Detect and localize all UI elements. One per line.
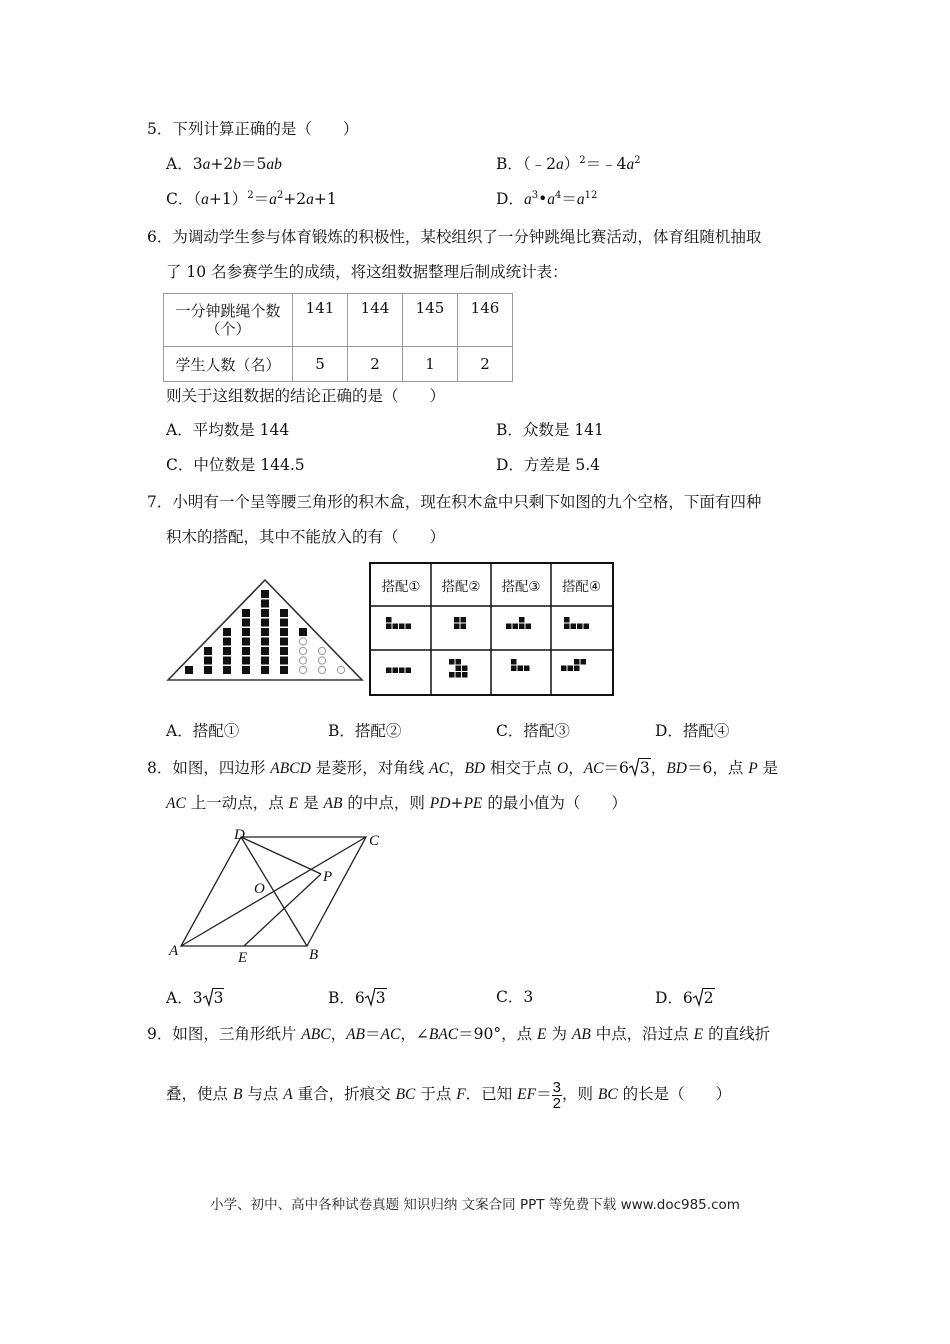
piece-cell — [519, 624, 525, 630]
piece-cell — [449, 672, 455, 678]
piece-cell — [456, 672, 462, 678]
block-cell — [299, 628, 307, 636]
q8-stem-line1: 8．如图，四边形 ABCD 是菱形，对角线 AC，BD 相交于点 O，AC＝6 3，BD＝6，点 P 是 — [147, 759, 779, 777]
block-cell — [204, 647, 212, 655]
piece-cell — [511, 659, 517, 665]
block-cell — [223, 638, 231, 646]
q8-option-a: A．3 3 — [166, 989, 224, 1007]
q9-stem-line2: 叠，使点 B 与点 A 重合，折痕交 BC 于点 F．已知 EF＝ $\frac{3}{2}$ ，则 BC 的长是（ ） — [166, 1078, 732, 1112]
q5-option-d: D．$a^3•a^4=a^{12}$ — [496, 190, 598, 208]
piece-cell — [581, 659, 587, 665]
piece-cell — [393, 668, 399, 674]
block-cell — [261, 590, 269, 598]
block-grid — [185, 590, 345, 674]
block-cell — [242, 609, 250, 617]
table-cell: 1 — [403, 347, 458, 382]
match-header-4: 搭配④ — [561, 579, 602, 595]
piece-cell — [518, 666, 524, 672]
q6-option-b: B．众数是 141 — [496, 421, 604, 439]
block-cell — [242, 619, 250, 627]
table-header-cell: 学生人数（名） — [164, 347, 293, 382]
q6-option-d: D．方差是 5.4 — [496, 456, 601, 474]
piece-cell — [454, 624, 460, 630]
q6-stem-line2: 了 10 名参赛学生的成绩，将这组数据整理后制成统计表： — [166, 263, 568, 281]
block-cell — [242, 657, 250, 665]
block-cell — [261, 638, 269, 646]
block-cell — [280, 609, 288, 617]
q8-option-c: C．3 — [496, 988, 534, 1006]
block-box-figure — [166, 575, 366, 685]
q5-option-a: A．3a+2b＝5ab — [166, 155, 282, 173]
label-a: A — [169, 943, 179, 959]
piece-cell — [386, 624, 392, 630]
q6-ask: 则关于这组数据的结论正确的是（ ） — [166, 387, 446, 405]
empty-slot — [299, 666, 306, 673]
piece-cell — [449, 659, 455, 665]
block-cell — [242, 628, 250, 636]
piece-cell — [513, 624, 519, 630]
piece-cell — [456, 659, 462, 665]
q6-stem-line1: 6．为调动学生参与体育锻炼的积极性，某校组织了一分钟跳绳比赛活动，体育组随机抽取 — [147, 228, 762, 246]
piece-cell — [462, 672, 468, 678]
empty-slot — [299, 647, 306, 654]
table-cell: 144 — [348, 294, 403, 347]
piece-cell — [526, 624, 532, 630]
table-row — [164, 294, 513, 347]
piece-cell — [461, 617, 467, 623]
block-cell — [223, 666, 231, 674]
q7-option-a: A．搭配① — [166, 722, 240, 740]
block-cell — [261, 647, 269, 655]
block-cell — [204, 657, 212, 665]
block-cell — [242, 666, 250, 674]
piece-cell — [461, 624, 467, 630]
q7-option-d: D．搭配④ — [655, 722, 730, 740]
piece-cell — [577, 624, 583, 630]
block-cell — [185, 666, 193, 674]
piece-cell — [454, 617, 460, 623]
table-cell: 2 — [348, 347, 403, 382]
empty-slot — [318, 647, 325, 654]
q8-stem-line2: AC 上一动点，点 E 是 AB 的中点，则 PD+PE 的最小值为（ ） — [166, 794, 627, 812]
piece-cell — [584, 624, 590, 630]
empty-slot — [337, 666, 344, 673]
table-cell: 5 — [293, 347, 348, 382]
piece-cell — [399, 668, 405, 674]
sqrt-symbol: 3 — [629, 757, 651, 778]
block-cell — [280, 638, 288, 646]
block-cell — [280, 628, 288, 636]
block-cell — [280, 619, 288, 627]
q8-option-d: D．6 2 — [655, 989, 714, 1007]
q6-option-a: A．平均数是 144 — [166, 421, 290, 439]
table-cell: 145 — [403, 294, 458, 347]
jump-rope-table — [163, 293, 513, 382]
q7-stem-line1: 7．小明有一个呈等腰三角形的积木盒，现在积木盒中只剩下如图的九个空格，下面有四种 — [147, 493, 762, 511]
segment-pd — [241, 837, 321, 874]
piece-cell — [574, 659, 580, 665]
piece-cell — [571, 624, 577, 630]
piece-cell — [456, 666, 462, 672]
empty-slot — [299, 638, 306, 645]
label-o: O — [254, 881, 265, 897]
table-cell: 146 — [458, 294, 513, 347]
block-cell — [280, 657, 288, 665]
table-header-cell: 一分钟跳绳个数（个） — [164, 294, 293, 347]
q8-option-b: B．6 3 — [328, 989, 386, 1007]
q7-option-c: C．搭配③ — [496, 722, 570, 740]
empty-slot — [318, 657, 325, 664]
block-cell — [204, 666, 212, 674]
match-header-2: 搭配② — [441, 579, 481, 595]
block-cell — [261, 609, 269, 617]
piece-cell — [519, 617, 525, 623]
piece-cell — [406, 624, 412, 630]
label-d: D — [234, 827, 245, 843]
block-cell — [261, 600, 269, 608]
block-cell — [261, 666, 269, 674]
block-cell — [280, 647, 288, 655]
block-cell — [223, 647, 231, 655]
piece-cell — [561, 666, 567, 672]
label-b: B — [309, 947, 319, 963]
block-cell — [242, 647, 250, 655]
piece-cell — [511, 666, 517, 672]
piece-cell — [399, 624, 405, 630]
piece-cell — [574, 666, 580, 672]
q5-option-b: B．$(﹣2a)^2=﹣4a^2$ — [496, 155, 641, 173]
table-cell: 141 — [293, 294, 348, 347]
q9-stem-line1: 9．如图，三角形纸片 ABC，AB＝AC，∠BAC＝90°，点 E 为 AB 中点，沿过点 E 的直线折 — [147, 1025, 771, 1043]
label-e: E — [238, 950, 248, 966]
block-cell — [242, 638, 250, 646]
label-p: P — [323, 869, 333, 885]
empty-slot — [318, 666, 325, 673]
piece-cell — [506, 624, 512, 630]
block-cell — [223, 657, 231, 665]
label-c: C — [369, 833, 380, 849]
match-header-1: 搭配① — [381, 579, 421, 595]
table-cell: 2 — [458, 347, 513, 382]
empty-slot — [299, 657, 306, 664]
q5-option-c: C．$(a+1)^2=a^2+2a+1$ — [166, 190, 337, 208]
q7-stem-line2: 积木的搭配，其中不能放入的有（ ） — [166, 528, 446, 546]
block-cell — [261, 619, 269, 627]
fraction: $\frac{3}{2}$ — [552, 1078, 561, 1112]
block-cell — [223, 628, 231, 636]
block-cell — [261, 628, 269, 636]
block-cell — [261, 657, 269, 665]
diagonal-bd — [241, 837, 307, 946]
piece-cell — [386, 668, 392, 674]
piece-cell — [524, 666, 530, 672]
piece-cell — [462, 666, 468, 672]
q5-stem: 5．下列计算正确的是（ ） — [147, 120, 359, 138]
piece-shapes — [386, 617, 589, 678]
matching-table — [369, 562, 614, 696]
piece-cell — [568, 666, 574, 672]
rhombus-figure — [164, 826, 394, 966]
q7-option-b: B．搭配② — [328, 722, 402, 740]
block-cell — [280, 666, 288, 674]
q6-option-c: C．中位数是 144.5 — [166, 456, 305, 474]
table-row — [164, 347, 513, 382]
page-footer: 小学、初中、高中各种试卷真题 知识归纳 文案合同 PPT 等免费下载 www.doc985.com — [210, 1197, 740, 1213]
piece-cell — [564, 617, 570, 623]
match-header-3: 搭配③ — [501, 579, 541, 595]
piece-cell — [386, 617, 392, 623]
piece-cell — [393, 624, 399, 630]
piece-cell — [564, 624, 570, 630]
piece-cell — [406, 668, 412, 674]
